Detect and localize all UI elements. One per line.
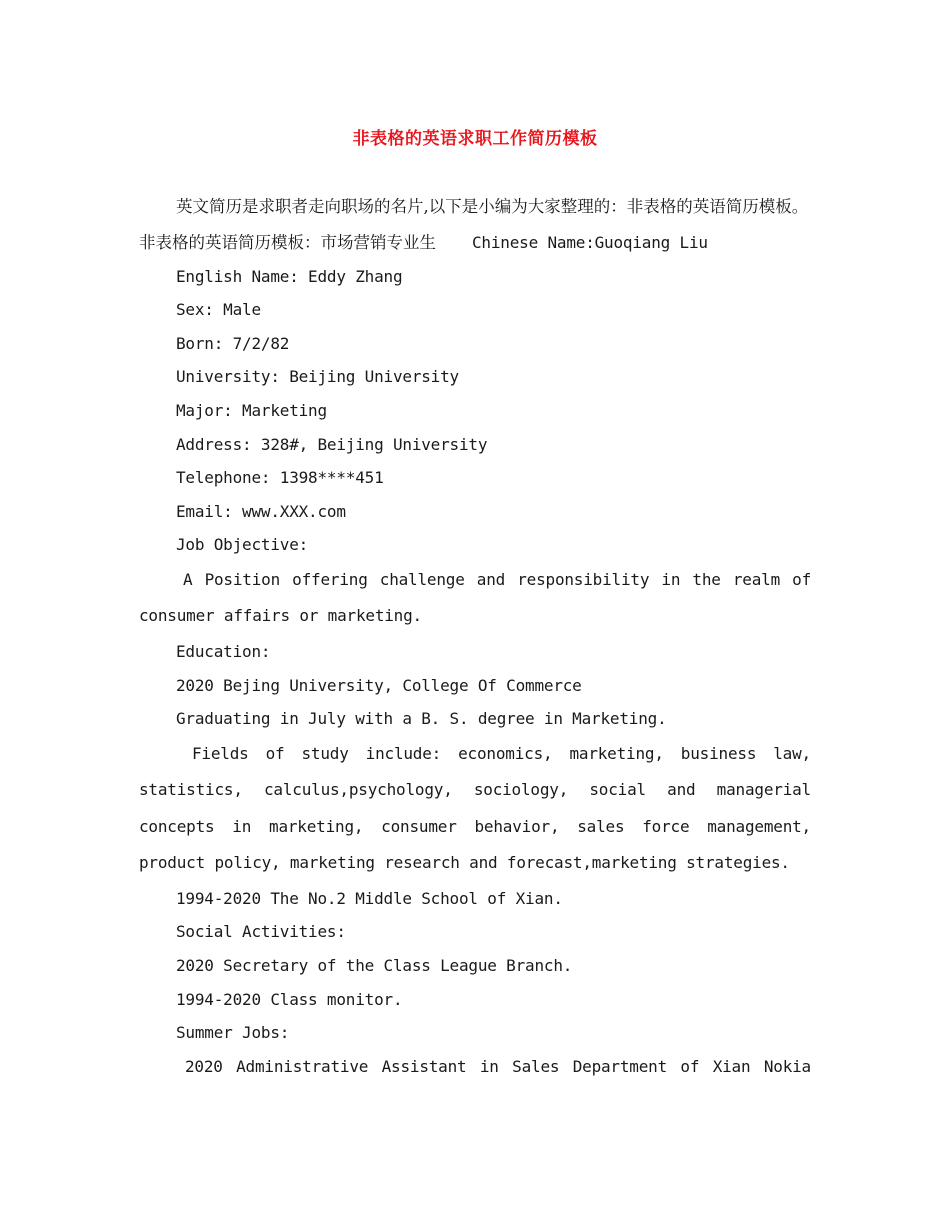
- education-item-1: 2020 Bejing University, College Of Commerce: [176, 675, 582, 695]
- social-item-1: 2020 Secretary of the Class League Branch.: [176, 955, 573, 975]
- chinese-name: Chinese Name:Guoqiang Liu: [472, 233, 708, 252]
- section-heading-line: [139, 226, 811, 260]
- document-body: [139, 192, 811, 1083]
- born: Born: 7/2/82: [176, 333, 290, 353]
- document-title: 非表格的英语求职工作简历模板: [352, 129, 598, 149]
- university: University: Beijing University: [176, 367, 459, 387]
- fields-of-study: Fields of study include: economics, marketing, business law, statistics, calculus,psychology, sociology, social and managerial concepts in marketing, consumer behavior, sales force management, product policy, marketing research and forecast,marketing strategies.: [139, 743, 811, 873]
- social-item-2: 1994-2020 Class monitor.: [176, 989, 403, 1009]
- section-heading: 非表格的英语简历模板：市场营销专业生: [139, 233, 436, 252]
- job-objective-text: A Position offering challenge and responsibility in the realm of consumer affairs or marketing.: [139, 569, 811, 626]
- education-item-3: 1994-2020 The No.2 Middle School of Xian.: [176, 888, 563, 908]
- summer-job-item-1: 2020 Administrative Assistant in Sales Department of Xian Nokia: [185, 1056, 811, 1076]
- intro-paragraph: 英文简历是求职者走向职场的名片,以下是小编为大家整理的：非表格的英语简历模板。: [176, 197, 809, 216]
- education-item-2: Graduating in July with a B. S. degree in Marketing.: [176, 709, 667, 729]
- sex: Sex: Male: [176, 300, 261, 320]
- address: Address: 328#, Beijing University: [176, 434, 488, 454]
- telephone: Telephone: 1398****451: [176, 468, 384, 488]
- english-name: English Name: Eddy Zhang: [176, 266, 403, 286]
- major: Major: Marketing: [176, 400, 327, 420]
- job-objective-label: Job Objective:: [176, 535, 309, 555]
- social-activities-label: Social Activities:: [176, 922, 346, 942]
- email: Email: www.XXX.com: [176, 501, 346, 521]
- education-label: Education:: [176, 641, 271, 661]
- summer-jobs-label: Summer Jobs:: [176, 1023, 290, 1043]
